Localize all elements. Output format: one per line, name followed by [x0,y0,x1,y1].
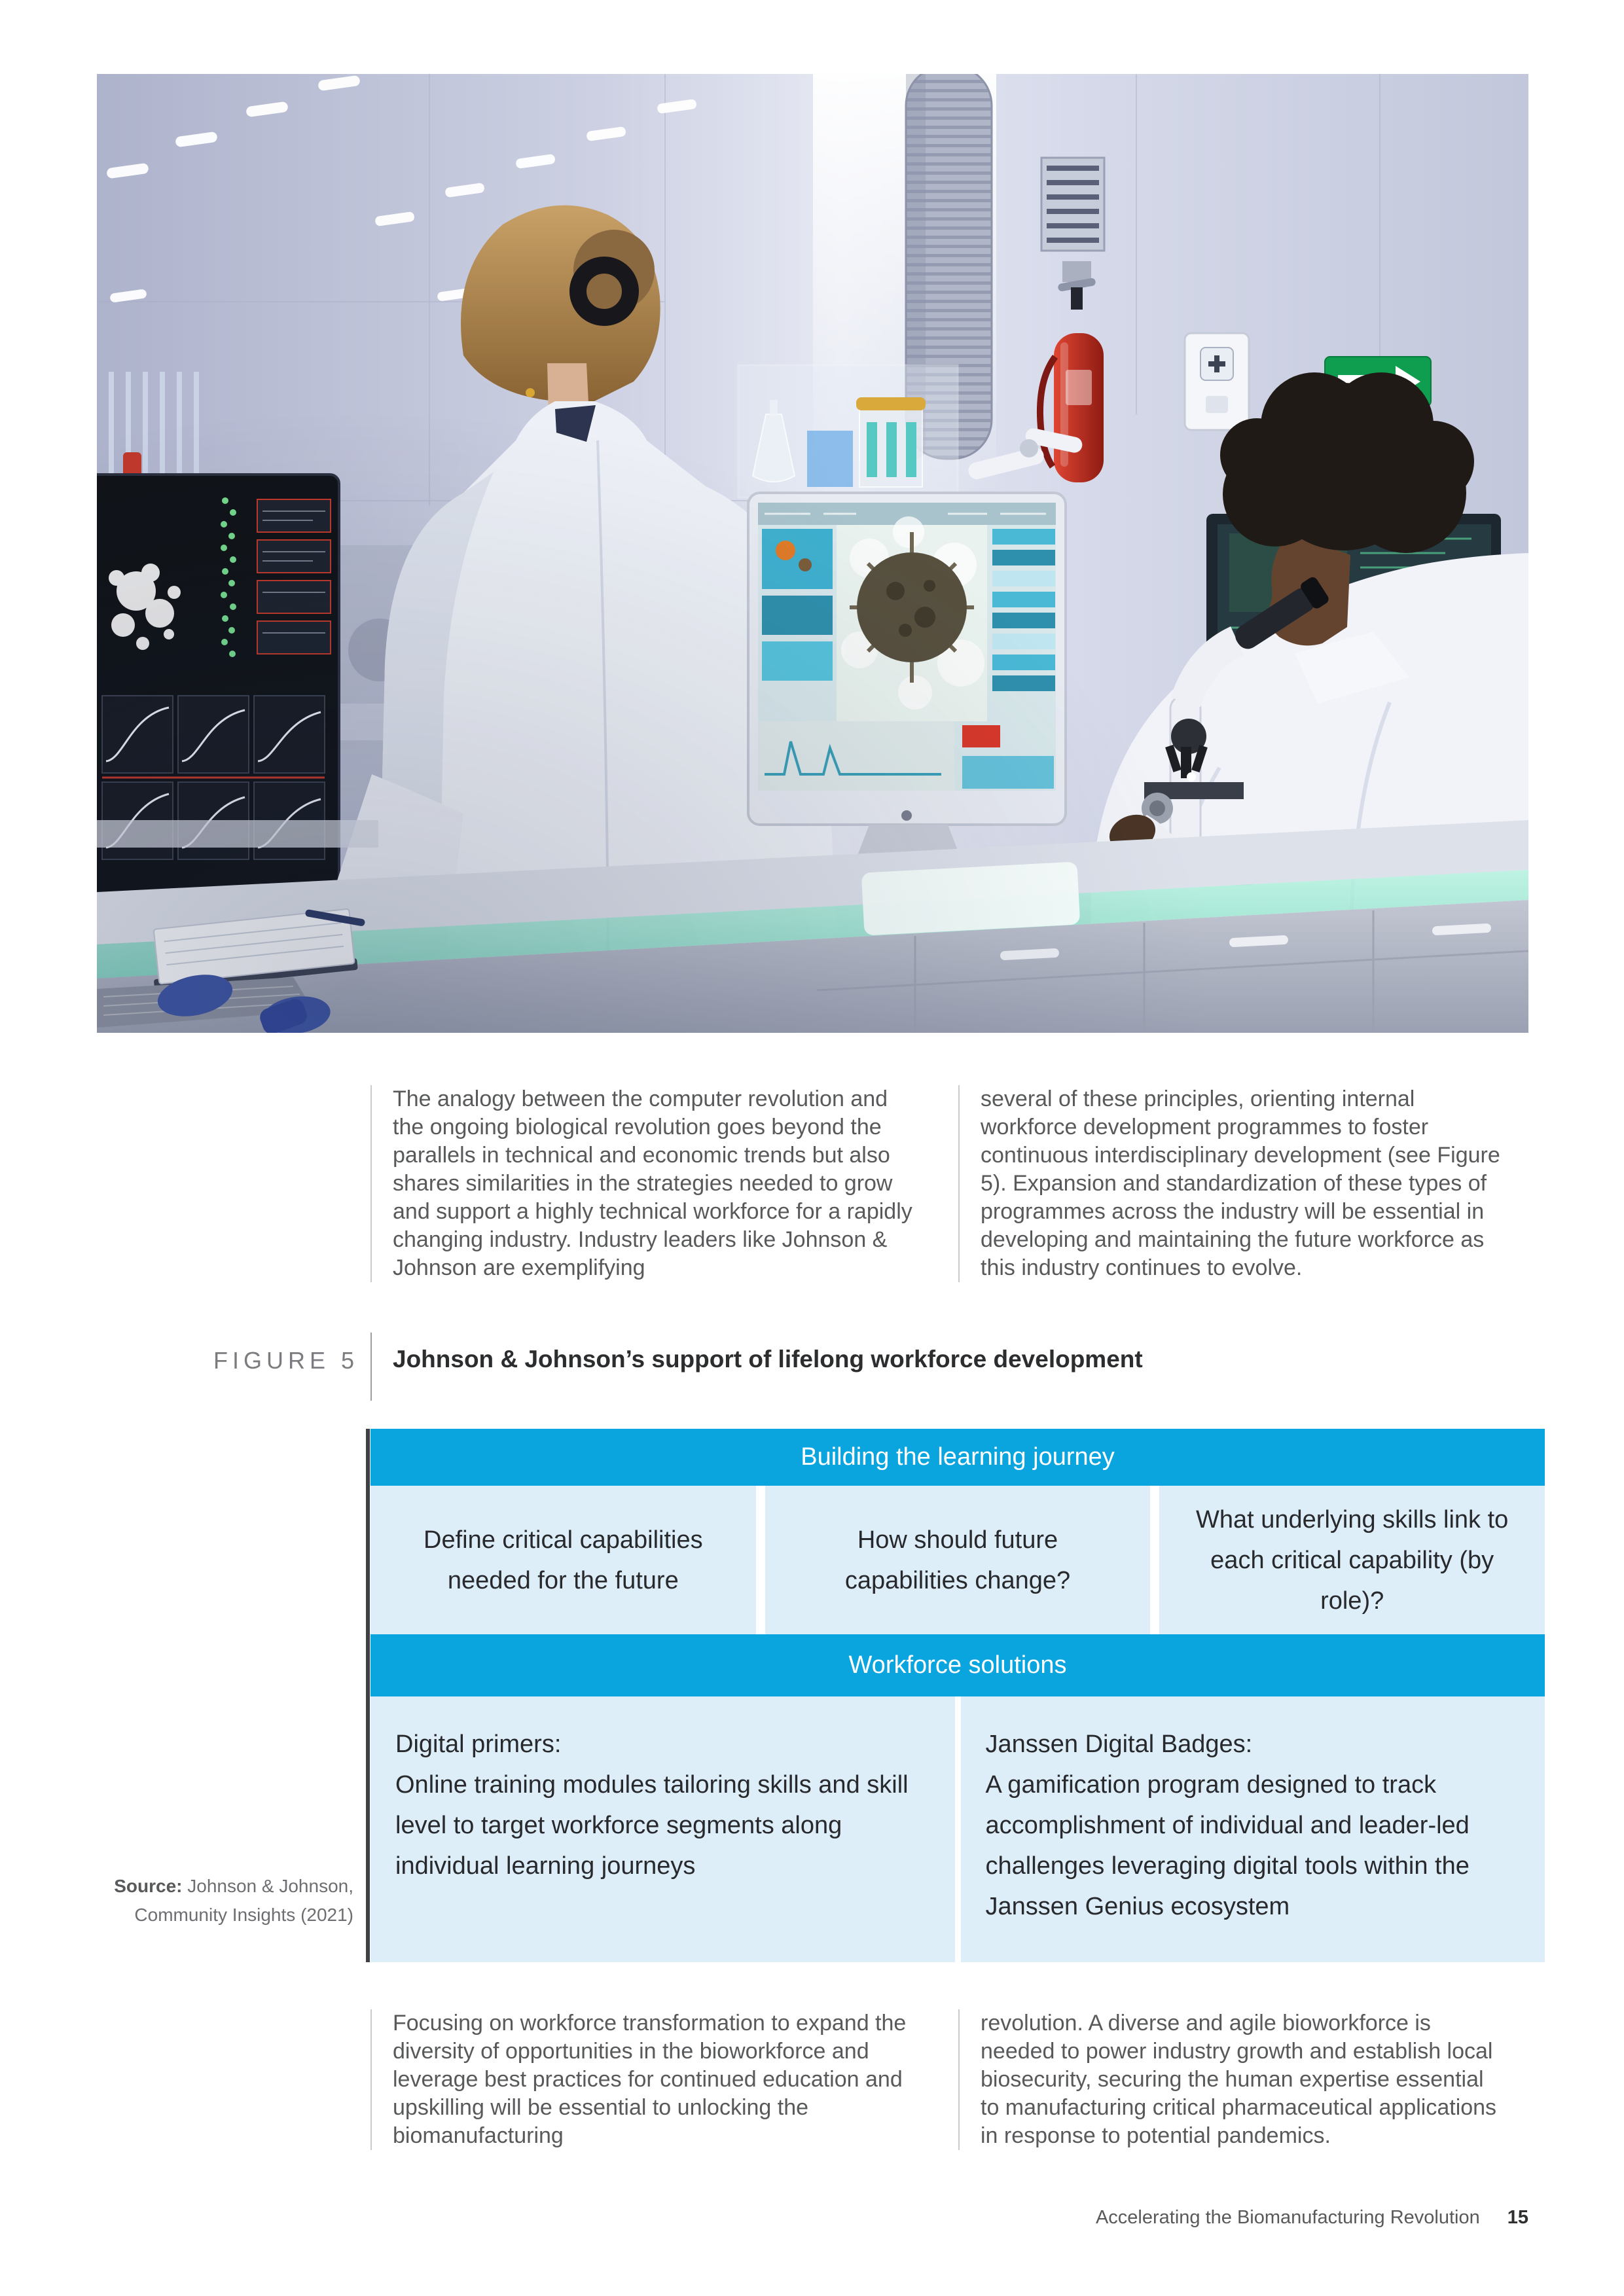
question-cell: How should future capabilities change? [765,1486,1151,1634]
closing-paragraph-right: revolution. A diverse and agile bioworkforce is needed to power industry growth and establish local biosecurity, securing the human expertise essential to manufacturing critical pharmaceutical applications in response to potential pandemics. [958,2009,1502,2150]
question-row [370,1486,1545,1634]
solution-title: Digital primers: [395,1731,562,1758]
figure-label: FIGURE 5 [213,1347,359,1374]
solution-body: A gamification program designed to track accomplishment of individual and leader-led challenges leveraging digital tools within the Janssen Genius ecosystem [985,1771,1470,1920]
page-footer [749,2207,1528,2229]
intro-paragraph-right: several of these principles, orienting internal workforce development programmes to foster continuous interdisciplinary development (see Figure 5). Expansion and standardization of these types of programmes across the industry will be essential in developing and maintaining the future workforce as this industry continues to evolve. [958,1085,1502,1282]
solution-row [370,1696,1545,1962]
solution-cell [370,1696,955,1962]
solution-title: Janssen Digital Badges: [985,1731,1253,1758]
figure-title-rule [370,1333,372,1401]
solution-cell [961,1696,1545,1962]
learning-journey-header: Building the learning journey [370,1429,1545,1486]
lab-photo [97,74,1528,1033]
figure-table [370,1429,1545,1962]
solution-body: Online training modules tailoring skills and skill level to target workforce segments along individual learning journeys [395,1771,909,1880]
page-number: 15 [1507,2207,1528,2228]
workforce-solutions-header: Workforce solutions [370,1634,1545,1696]
question-cell: Define critical capabilities needed for the future [370,1486,756,1634]
source-text: Johnson & Johnson, Community Insights (2021) [134,1876,353,1925]
footer-title: Accelerating the Biomanufacturing Revolution [1095,2207,1480,2228]
closing-paragraph-left: Focusing on workforce transformation to expand the diversity of opportunities in the bioworkforce and leverage best practices for continued education and upskilling will be essential to unlocking the biomanufacturing [370,2009,914,2150]
figure-title: Johnson & Johnson’s support of lifelong workforce development [393,1346,1143,1372]
intro-paragraph-left: The analogy between the computer revolution and the ongoing biological revolution goes beyond the parallels in technical and economic trends but also shares similarities in the strategies needed to grow and support a highly technical workforce for a rapidly changing industry. Industry leaders like Johnson & Johnson are exemplifying [370,1085,914,1282]
source-note [98,1872,353,1929]
vignette [97,74,1528,1033]
source-label: Source: [114,1876,183,1896]
question-cell: What underlying skills link to each critical capability (by role)? [1159,1486,1545,1634]
figure-left-rule [366,1429,370,1962]
